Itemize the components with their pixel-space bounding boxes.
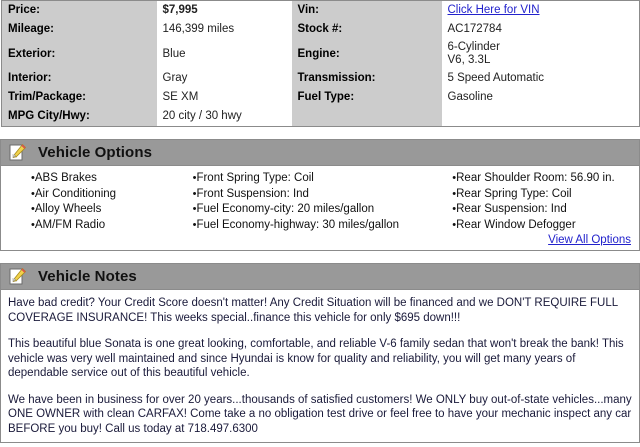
list-item xyxy=(193,187,453,203)
option-label: Rear Shoulder Room: 56.90 in. xyxy=(456,172,615,184)
vehicle-options-columns xyxy=(5,171,635,233)
table-row xyxy=(2,20,640,39)
spec-value-vin xyxy=(442,1,640,21)
vehicle-notes-header xyxy=(1,264,639,290)
vehicle-options-body xyxy=(1,166,639,250)
option-label: ABS Brakes xyxy=(34,172,97,184)
option-label: Rear Suspension: Ind xyxy=(456,203,567,215)
option-label: Fuel Economy-highway: 30 miles/gallon xyxy=(196,218,400,231)
spec-value-fuel-type: Gasoline xyxy=(442,88,640,107)
list-item xyxy=(31,202,193,218)
list-item xyxy=(31,218,193,234)
spec-value-empty xyxy=(442,107,640,127)
bullet-icon: • xyxy=(192,187,197,200)
vehicle-options-header xyxy=(1,140,639,166)
table-row xyxy=(2,69,640,88)
note-pencil-icon xyxy=(9,268,26,285)
option-label: Rear Window Defogger xyxy=(456,218,576,231)
list-item xyxy=(452,218,635,234)
option-label: Front Spring Type: Coil xyxy=(196,172,314,184)
spec-label-transmission: Transmission: xyxy=(292,69,442,88)
engine-displacement: V6, 3.3L xyxy=(447,54,491,66)
list-item xyxy=(452,171,635,187)
table-row xyxy=(2,88,640,107)
option-label: Alloy Wheels xyxy=(34,203,102,215)
option-label: Air Conditioning xyxy=(34,187,117,200)
list-item xyxy=(193,218,453,234)
list-item xyxy=(31,187,193,203)
options-column-3 xyxy=(452,171,635,233)
bullet-icon: • xyxy=(31,172,35,184)
list-item xyxy=(452,187,635,203)
spec-value-stock: AC172784 xyxy=(442,20,640,39)
vehicle-notes-body xyxy=(1,290,639,442)
options-column-2 xyxy=(193,171,453,233)
vehicle-spec-section xyxy=(0,0,640,127)
view-all-options-link[interactable]: View All Options xyxy=(548,234,631,246)
options-column-1 xyxy=(5,171,193,233)
vehicle-options-panel xyxy=(0,139,640,251)
spec-value-exterior: Blue xyxy=(157,39,292,69)
vehicle-notes-panel xyxy=(0,263,640,443)
spec-label-stock: Stock #: xyxy=(292,20,442,39)
vehicle-options-title: Vehicle Options xyxy=(38,144,153,161)
list-item xyxy=(193,171,453,187)
list-item xyxy=(452,202,635,218)
view-all-options-row xyxy=(5,233,635,248)
bullet-icon: • xyxy=(192,203,197,215)
spec-label-price: Price: xyxy=(2,1,157,21)
spec-label-mileage: Mileage: xyxy=(2,20,157,39)
spec-label-exterior: Exterior: xyxy=(2,39,157,69)
bullet-icon: • xyxy=(452,172,457,184)
table-row xyxy=(2,1,640,21)
spec-label-engine: Engine: xyxy=(292,39,442,69)
spec-label-fuel-type: Fuel Type: xyxy=(292,88,442,107)
bullet-icon: • xyxy=(192,218,197,231)
bullet-icon: • xyxy=(452,203,457,215)
bullet-icon: • xyxy=(192,172,197,184)
spec-value-mileage: 146,399 miles xyxy=(157,20,292,39)
spec-value-interior: Gray xyxy=(157,69,292,88)
bullet-icon: • xyxy=(31,203,35,215)
option-label: Front Suspension: Ind xyxy=(196,187,309,200)
spec-label-vin: Vin: xyxy=(292,1,442,21)
bullet-icon: • xyxy=(31,218,35,231)
option-label: AM/FM Radio xyxy=(34,218,106,231)
spec-value-engine xyxy=(442,39,640,69)
note-pencil-icon xyxy=(9,144,26,161)
spec-label-empty xyxy=(292,107,442,127)
spec-value-price: $7,995 xyxy=(157,1,292,21)
spec-value-mpg: 20 city / 30 hwy xyxy=(157,107,292,127)
spec-label-mpg: MPG City/Hwy: xyxy=(2,107,157,127)
notes-paragraph-2: This beautiful blue Sonata is one great looking, comfortable, and reliable V-6 family sedan that won't break the bank! This vehicle was very well maintained and since Hyundai is know for quality and reliability, you will get many years of dependable service out of this beautiful vehicle. xyxy=(8,338,624,379)
vin-link[interactable]: Click Here for VIN xyxy=(447,4,540,16)
list-item xyxy=(193,202,453,218)
notes-paragraph-3: We have been in business for over 20 years...thousands of satisfied customers! We ONLY buy out-of-state vehicles...many ONE OWNER with clean CARFAX! Come take a no obligation test drive or feel free to have your mechanic inspect any car BEFORE you buy! Call us today at 718.497.6300 xyxy=(8,393,632,435)
engine-cylinders: 6-Cylinder xyxy=(447,41,500,53)
spec-label-trim: Trim/Package: xyxy=(2,88,157,107)
option-label: Rear Spring Type: Coil xyxy=(456,187,572,200)
spec-label-interior: Interior: xyxy=(2,69,157,88)
vehicle-spec-table xyxy=(1,0,640,127)
spec-value-trim: SE XM xyxy=(157,88,292,107)
vehicle-notes-title: Vehicle Notes xyxy=(38,268,137,285)
bullet-icon: • xyxy=(452,218,457,231)
bullet-icon: • xyxy=(31,187,35,200)
table-row xyxy=(2,39,640,69)
notes-paragraph-1: Have bad credit? Your Credit Score doesn't matter! Any Credit Situation will be financed and we DON'T REQUIRE FULL COVERAGE INSURANCE! This weeks special..finance this vehicle for only $695 down!!! xyxy=(8,297,618,324)
spec-value-transmission: 5 Speed Automatic xyxy=(442,69,640,88)
option-label: Fuel Economy-city: 20 miles/gallon xyxy=(196,203,375,215)
table-row xyxy=(2,107,640,127)
bullet-icon: • xyxy=(452,187,457,200)
list-item xyxy=(31,171,193,187)
